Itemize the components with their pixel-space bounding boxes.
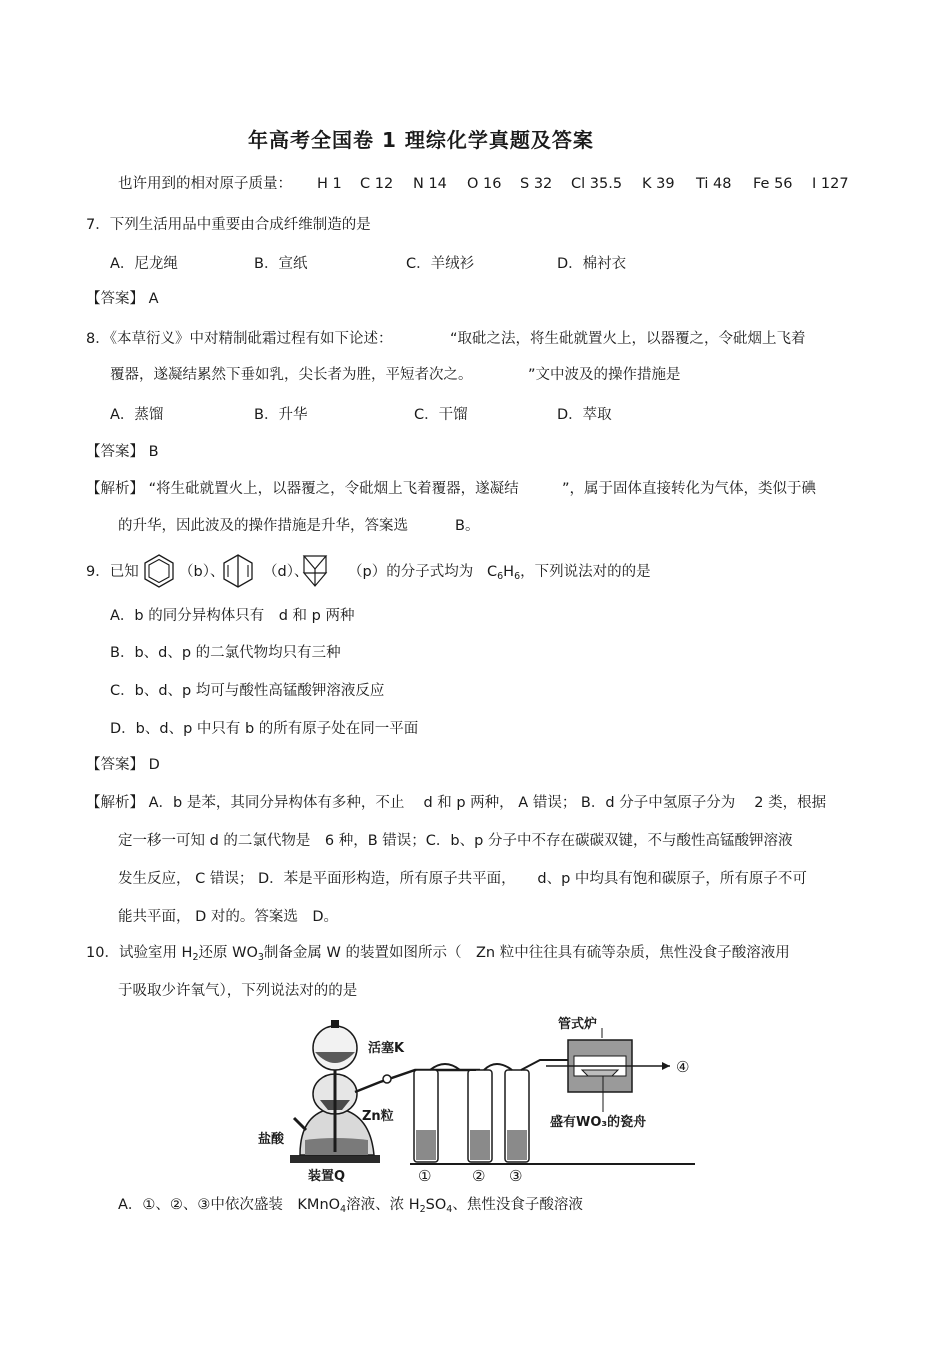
atomic-mass-cl: Cl 35.5 <box>571 176 623 192</box>
connect-tube-3-furnace <box>521 1060 568 1070</box>
q8-analysis-1a: 【解析】 “将生砒就置火上，以器覆之，令砒烟上飞着覆器，遂凝结 <box>86 481 519 497</box>
atomic-mass-s: S 32 <box>520 176 553 192</box>
connect-tube-2-3 <box>484 1064 512 1070</box>
q8-stem-1a: 8．《本草衍义》中对精制砒霜过程有如下论述： <box>86 331 393 347</box>
q8-answer: 【答案】 B <box>86 444 159 460</box>
valve-k <box>383 1075 391 1083</box>
q10-opta-e: 、焦性没食子酸溶液 <box>452 1197 583 1213</box>
top-stopper <box>331 1020 339 1028</box>
atomic-mass-n: N 14 <box>413 176 447 192</box>
q9-formula-c-sub: 6 <box>497 571 504 582</box>
atomic-mass-h: H 1 <box>317 176 342 192</box>
wash-bottle-1-liquid <box>416 1130 436 1160</box>
q10-stem-1a-sub: 2 <box>192 952 199 963</box>
benzene-structure-icon <box>140 552 178 590</box>
label-bottle-2: ② <box>472 1167 486 1185</box>
label-furnace: 管式炉 <box>558 1017 598 1032</box>
q9-option-d: D．b、d、p 中只有 b 的所有原子处在同一平面 <box>110 721 419 737</box>
q9-formula-h-sub: 6 <box>514 571 521 582</box>
atomic-mass-k: K 39 <box>642 176 675 192</box>
q8-analysis-1b: ”，属于固体直接转化为气体，类似于碘 <box>562 481 817 497</box>
q10-opta-a: A．①、②、③中依次盛装 <box>118 1197 283 1213</box>
dewar-benzene-structure-icon <box>220 552 256 590</box>
apparatus-figure <box>250 1012 710 1188</box>
q10-opta-b-sub: 4 <box>340 1204 347 1215</box>
q9-label-d: （d）、 <box>263 564 309 580</box>
q8-stem-2b: ”文中波及的操作措施是 <box>528 367 681 383</box>
page-title: 年高考全国卷 1 理综化学真题及答案 <box>248 128 594 152</box>
label-device: 装置Q <box>308 1169 346 1184</box>
kipp-top-sphere <box>313 1026 357 1070</box>
q7-option-b: B．宣纸 <box>254 256 308 272</box>
q10-stem-1b-sub: 3 <box>257 952 264 963</box>
atomic-mass-o: O 16 <box>467 176 502 192</box>
q10-opta-d-sub: 4 <box>446 1204 453 1215</box>
outlet-arrow-icon <box>662 1062 670 1070</box>
label-outlet-4: ④ <box>676 1058 690 1076</box>
q10-stem-1a: 10．试验室用 H <box>86 945 193 961</box>
q10-opta-c: 溶液、浓 H <box>346 1197 420 1213</box>
q9-formula-h: H <box>503 564 515 580</box>
q9-formula-c: C <box>487 564 498 580</box>
q9-option-c: C．b、d、p 均可与酸性高锰酸钾溶液反应 <box>110 683 385 699</box>
q8-stem-2a: 覆器，遂凝结累然下垂如乳，尖长者为胜，平短者次之。 <box>110 367 473 383</box>
q9-analysis-line-1: 【解析】 A．b 是苯，其同分异构体有多种，不止 d 和 p 两种， A 错误； B．d 分子中氢原子分为 2 类，根据 <box>86 795 827 811</box>
q9-analysis-line-4: 能共平面， D 对的。答案选 D。 <box>118 909 339 925</box>
q9-stem-a: 9．已知 <box>86 564 139 580</box>
q9-option-b: B．b、d、p 的二氯代物均只有三种 <box>110 645 341 661</box>
q8-analysis-2a: 的升华，因此波及的操作措施是升华，答案选 <box>118 518 408 534</box>
atomic-mass-i: I 127 <box>812 176 849 192</box>
atomic-mass-c: C 12 <box>360 176 394 192</box>
q9-label-b: （b）、 <box>179 564 225 580</box>
q9-label-p: （p）的分子式均为 <box>348 564 474 580</box>
q10-stem-line-1 <box>86 943 790 968</box>
label-bottle-3: ③ <box>509 1167 523 1185</box>
q10-opta-c-sub: 2 <box>419 1204 426 1215</box>
device-q-base <box>290 1155 380 1163</box>
q9-analysis-line-2: 定一移一可知 d 的二氯代物是 6 种，B 错误；C．b、p 分子中不存在碳碳双键，不与酸性高锰酸钾溶液 <box>118 833 793 849</box>
q9-stem-end: ，下列说法对的的是 <box>520 564 651 580</box>
q7-option-c: C．羊绒衫 <box>406 256 475 272</box>
q7-option-d: D．棉衬衣 <box>557 256 627 272</box>
q9-analysis-line-3: 发生反应， C 错误； D．苯是平面形构造，所有原子共平面， d、p 中均具有饱和碳原子，所有原子不可 <box>118 871 807 887</box>
q7-option-a: A．尼龙绳 <box>110 256 178 272</box>
prismane-structure-icon <box>301 553 329 589</box>
atomic-mass-fe: Fe 56 <box>753 176 793 192</box>
label-valve: 活塞K <box>368 1041 405 1056</box>
label-zn: Zn粒 <box>362 1109 394 1124</box>
wash-bottle-3-liquid <box>507 1130 527 1160</box>
q10-opta-b: KMnO <box>297 1197 341 1213</box>
q8-stem-1b: “取砒之法，将生砒就置火上，以器覆之，令砒烟上飞着 <box>450 331 806 347</box>
q9-formula <box>487 562 651 587</box>
q8-option-c: C．干馏 <box>414 407 468 423</box>
q8-option-b: B．升华 <box>254 407 308 423</box>
q10-option-a <box>118 1195 583 1220</box>
label-acid: 盐酸 <box>258 1132 285 1147</box>
atomic-mass-prefix: 也许用到的相对原子质量： <box>118 176 292 192</box>
q7-answer: 【答案】 A <box>86 291 159 307</box>
acid-outlet <box>294 1118 306 1130</box>
porcelain-boat <box>582 1070 618 1076</box>
q9-answer: 【答案】 D <box>86 757 160 773</box>
atomic-mass-ti: Ti 48 <box>696 176 732 192</box>
q7-stem: 7．下列生活用品中重要由合成纤维制造的是 <box>86 217 371 233</box>
q8-analysis-2b: B。 <box>455 518 480 534</box>
label-bottle-1: ① <box>418 1167 432 1185</box>
q8-option-d: D．萃取 <box>557 407 612 423</box>
q8-option-a: A．蒸馏 <box>110 407 164 423</box>
q10-stem-1b: 还原 WO <box>198 945 258 961</box>
q10-stem-1c: 制备金属 W 的装置如图所示（ Zn 粒中往往具有硫等杂质，焦性没食子酸溶液用 <box>263 945 790 961</box>
label-boat: 盛有WO₃的瓷舟 <box>550 1115 647 1130</box>
wash-bottle-2-liquid <box>470 1130 490 1160</box>
q10-opta-d: SO <box>425 1197 447 1213</box>
q9-option-a: A．b 的同分异构体只有 d 和 p 两种 <box>110 608 355 624</box>
atomic-mass-line <box>118 174 292 194</box>
q10-stem-line-2: 于吸取少许氧气），下列说法对的的是 <box>118 983 358 999</box>
